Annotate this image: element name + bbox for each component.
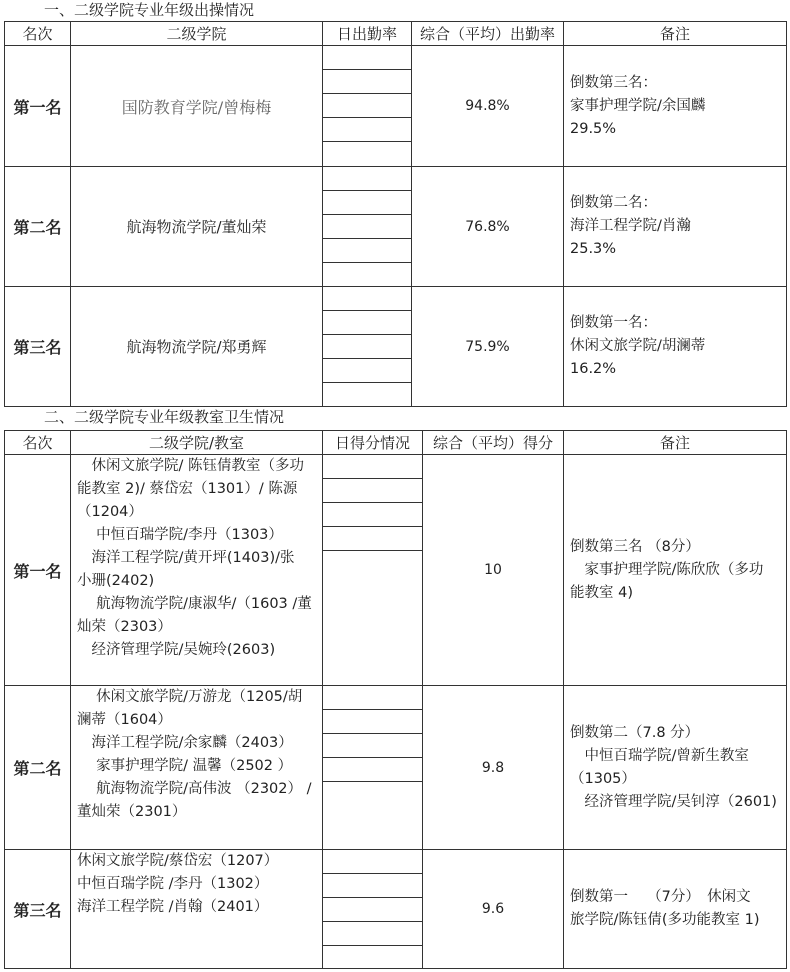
note-cell	[564, 686, 787, 850]
classroom-line: （1204）	[77, 504, 143, 520]
college-cell: 航海物流学院/董灿荣	[71, 167, 323, 287]
header-avg: 综合（平均）出勤率	[412, 22, 564, 46]
table-row	[5, 46, 787, 167]
note-cell	[564, 46, 787, 167]
rank-cell: 第二名	[5, 167, 71, 287]
classroom-line: 家事护理学院/ 温馨（2502 ）	[77, 758, 293, 774]
note-line: 29.5%	[570, 120, 617, 137]
avg-score-cell: 9.6	[423, 850, 564, 969]
table-row	[5, 287, 787, 407]
college-classroom-cell	[71, 686, 323, 850]
daily-score-cell	[323, 455, 423, 686]
note-line: 倒数第二名：	[570, 195, 657, 211]
rank-cell: 第三名	[5, 287, 71, 407]
note-line: 倒数第三名 （8分）	[570, 538, 700, 555]
college-classroom-cell	[71, 850, 323, 969]
daily-score-cell	[323, 686, 423, 850]
classroom-line: 小珊(2402)	[77, 573, 155, 589]
header-college: 二级学院/教室	[71, 431, 323, 455]
header-note: 备注	[564, 431, 787, 455]
header-note: 备注	[564, 22, 787, 46]
attendance-table	[4, 21, 787, 407]
rank-cell: 第二名	[5, 686, 71, 850]
daily-rate-cell	[323, 167, 412, 287]
avg-score-cell: 9.8	[423, 686, 564, 850]
note-line: 家事护理学院/余国麟	[570, 97, 706, 114]
note-cell	[564, 167, 787, 287]
header-avg: 综合（平均）得分	[423, 431, 564, 455]
classroom-line: 澜蒂（1604）	[77, 712, 172, 728]
note-line: 家事护理学院/陈欣欣（多功	[570, 561, 764, 578]
classroom-line: 经济管理学院/吴婉玲(2603)	[77, 642, 276, 658]
note-line: 经济管理学院/吴钊淳（2601)	[570, 793, 777, 810]
classroom-line: 休闲文旅学院/蔡岱宏（1207）	[77, 853, 279, 869]
classroom-line: 海洋工程学院/余家麟（2403）	[77, 735, 293, 751]
note-line: 倒数第一 （7分） 休闲文	[570, 889, 751, 905]
note-line: 25.3%	[570, 241, 617, 257]
note-line: 海洋工程学院/肖瀚	[570, 218, 691, 234]
rank-cell: 第三名	[5, 850, 71, 969]
avg-score-cell: 10	[423, 455, 564, 686]
classroom-line: 航海物流学院/康淑华/（1603 /董	[77, 596, 312, 612]
note-line: （1305）	[570, 770, 636, 787]
table-row	[5, 850, 787, 969]
avg-rate-cell: 94.8%	[412, 46, 564, 167]
classroom-line: 休闲文旅学院/万游龙（1205/胡	[77, 689, 303, 705]
daily-rate-cell	[323, 287, 412, 407]
rank-cell: 第一名	[5, 455, 71, 686]
hygiene-table	[4, 430, 787, 969]
note-line: 倒数第一名：	[570, 315, 657, 331]
table-header-row	[5, 22, 787, 46]
avg-rate-cell: 76.8%	[412, 167, 564, 287]
classroom-line: 海洋工程学院 /肖翰（2401）	[77, 899, 269, 915]
classroom-line: 航海物流学院/高伟波 （2302） /	[77, 781, 312, 797]
header-college: 二级学院	[71, 22, 323, 46]
note-line: 能教室 4)	[570, 584, 633, 601]
section2-title: 二、二级学院专业年级教室卫生情况	[44, 408, 285, 426]
classroom-line: 能教室 2)/ 蔡岱宏（1301）/ 陈源	[77, 481, 298, 497]
table-row	[5, 167, 787, 287]
note-line: 中恒百瑞学院/曾新生教室	[570, 747, 749, 764]
classroom-line: 董灿荣（2301）	[77, 804, 187, 820]
table-row	[5, 455, 787, 686]
note-line: 旅学院/陈钰倩(多功能教室 1)	[570, 912, 760, 928]
daily-rate-cell	[323, 46, 412, 167]
classroom-line: 中恒百瑞学院/李丹（1303）	[77, 527, 283, 543]
table-header-row	[5, 431, 787, 455]
avg-rate-cell: 75.9%	[412, 287, 564, 407]
daily-score-cell	[323, 850, 423, 969]
classroom-line: 灿荣（2303）	[77, 619, 172, 635]
note-cell	[564, 455, 787, 686]
note-line: 休闲文旅学院/胡澜蒂	[570, 338, 706, 354]
classroom-line: 海洋工程学院/黄开坪(1403)/张	[77, 550, 295, 566]
note-cell	[564, 287, 787, 407]
classroom-line: 中恒百瑞学院 /李丹（1302）	[77, 876, 269, 892]
section1-title: 一、二级学院专业年级出操情况	[44, 1, 255, 19]
college-cell: 国防教育学院/曾梅梅	[71, 46, 323, 167]
college-cell: 航海物流学院/郑勇辉	[71, 287, 323, 407]
header-daily: 日得分情况	[323, 431, 423, 455]
college-classroom-cell	[71, 455, 323, 686]
note-line: 倒数第三名：	[570, 74, 657, 91]
table-row	[5, 686, 787, 850]
note-line: 16.2%	[570, 361, 617, 377]
header-daily: 日出勤率	[323, 22, 412, 46]
header-rank: 名次	[5, 22, 71, 46]
header-rank: 名次	[5, 431, 71, 455]
note-line: 倒数第二（7.8 分）	[570, 724, 700, 741]
classroom-line: 休闲文旅学院/ 陈钰倩教室（多功	[77, 458, 304, 474]
note-cell	[564, 850, 787, 969]
rank-cell: 第一名	[5, 46, 71, 167]
